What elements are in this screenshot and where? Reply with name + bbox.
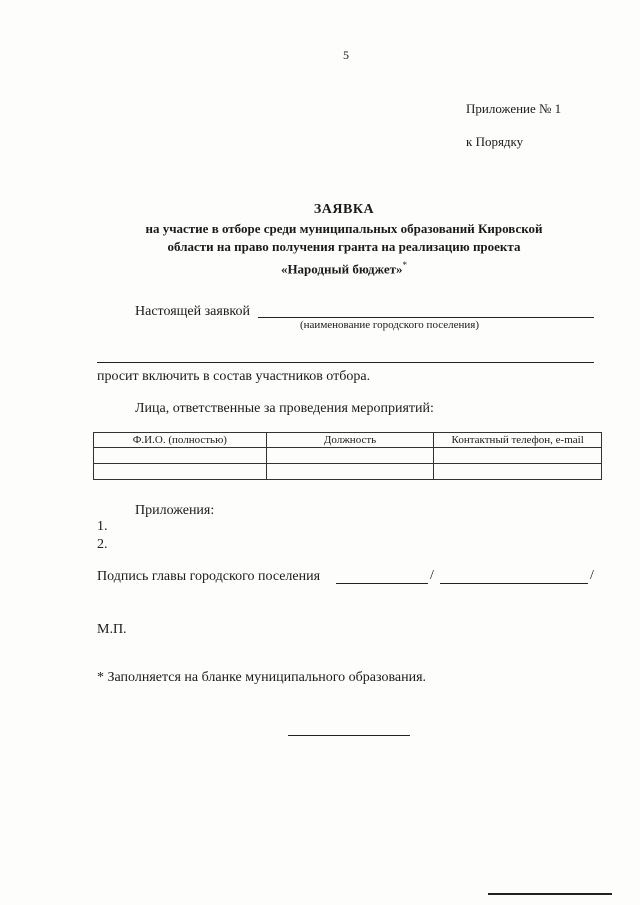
table-row (94, 448, 602, 464)
table-cell[interactable] (94, 464, 267, 480)
signature-label: Подпись главы городского поселения (97, 569, 321, 584)
end-divider (288, 735, 410, 736)
attachments-label: Приложения: (135, 503, 215, 518)
signature-separator: / (430, 568, 434, 583)
table-cell[interactable] (94, 448, 267, 464)
responsible-persons-label: Лица, ответственные за проведения мероприятий: (135, 401, 434, 416)
title-line-3-wrap (60, 256, 628, 278)
table-cell[interactable] (266, 448, 434, 464)
column-header-position: Должность (266, 433, 434, 448)
scan-edge-mark (488, 893, 612, 895)
title-line-1: на участие в отборе среди муниципальных образований Кировской (145, 221, 543, 236)
order-reference: к Порядку (466, 134, 524, 149)
title-line-3: «Народный бюджет» (280, 261, 403, 277)
document-heading (60, 200, 628, 278)
column-header-name: Ф.И.О. (полностью) (94, 433, 267, 448)
municipality-name-field[interactable] (258, 317, 594, 318)
signature-name-field[interactable] (440, 583, 588, 584)
responsible-persons-table (93, 432, 602, 480)
footnote-mark: * (402, 260, 408, 270)
attachment-item-2: 2. (97, 537, 108, 552)
title-line-2: области на право получения гранта на реализацию проекта (167, 239, 521, 254)
signature-field[interactable] (336, 583, 428, 584)
document-title: ЗАЯВКА (313, 202, 375, 217)
municipality-name-field-continued[interactable] (97, 362, 594, 363)
table-cell[interactable] (266, 464, 434, 480)
municipality-caption: (наименование городского поселения) (300, 319, 479, 331)
table-cell[interactable] (434, 464, 602, 480)
table-row (94, 464, 602, 480)
table-cell[interactable] (434, 448, 602, 464)
column-header-contact: Контактный телефон, e-mail (434, 433, 602, 448)
request-text: просит включить в состав участников отбора. (97, 369, 371, 384)
table-header-row (94, 433, 602, 448)
footnote: * Заполняется на бланке муниципального образования. (97, 670, 427, 685)
page-number: 5 (343, 48, 349, 62)
appendix-label: Приложение № 1 (466, 101, 562, 116)
stamp-placeholder: М.П. (97, 622, 127, 637)
applicant-label: Настоящей заявкой (135, 304, 251, 319)
signature-separator-end: / (590, 568, 594, 583)
attachment-item-1: 1. (97, 519, 108, 534)
